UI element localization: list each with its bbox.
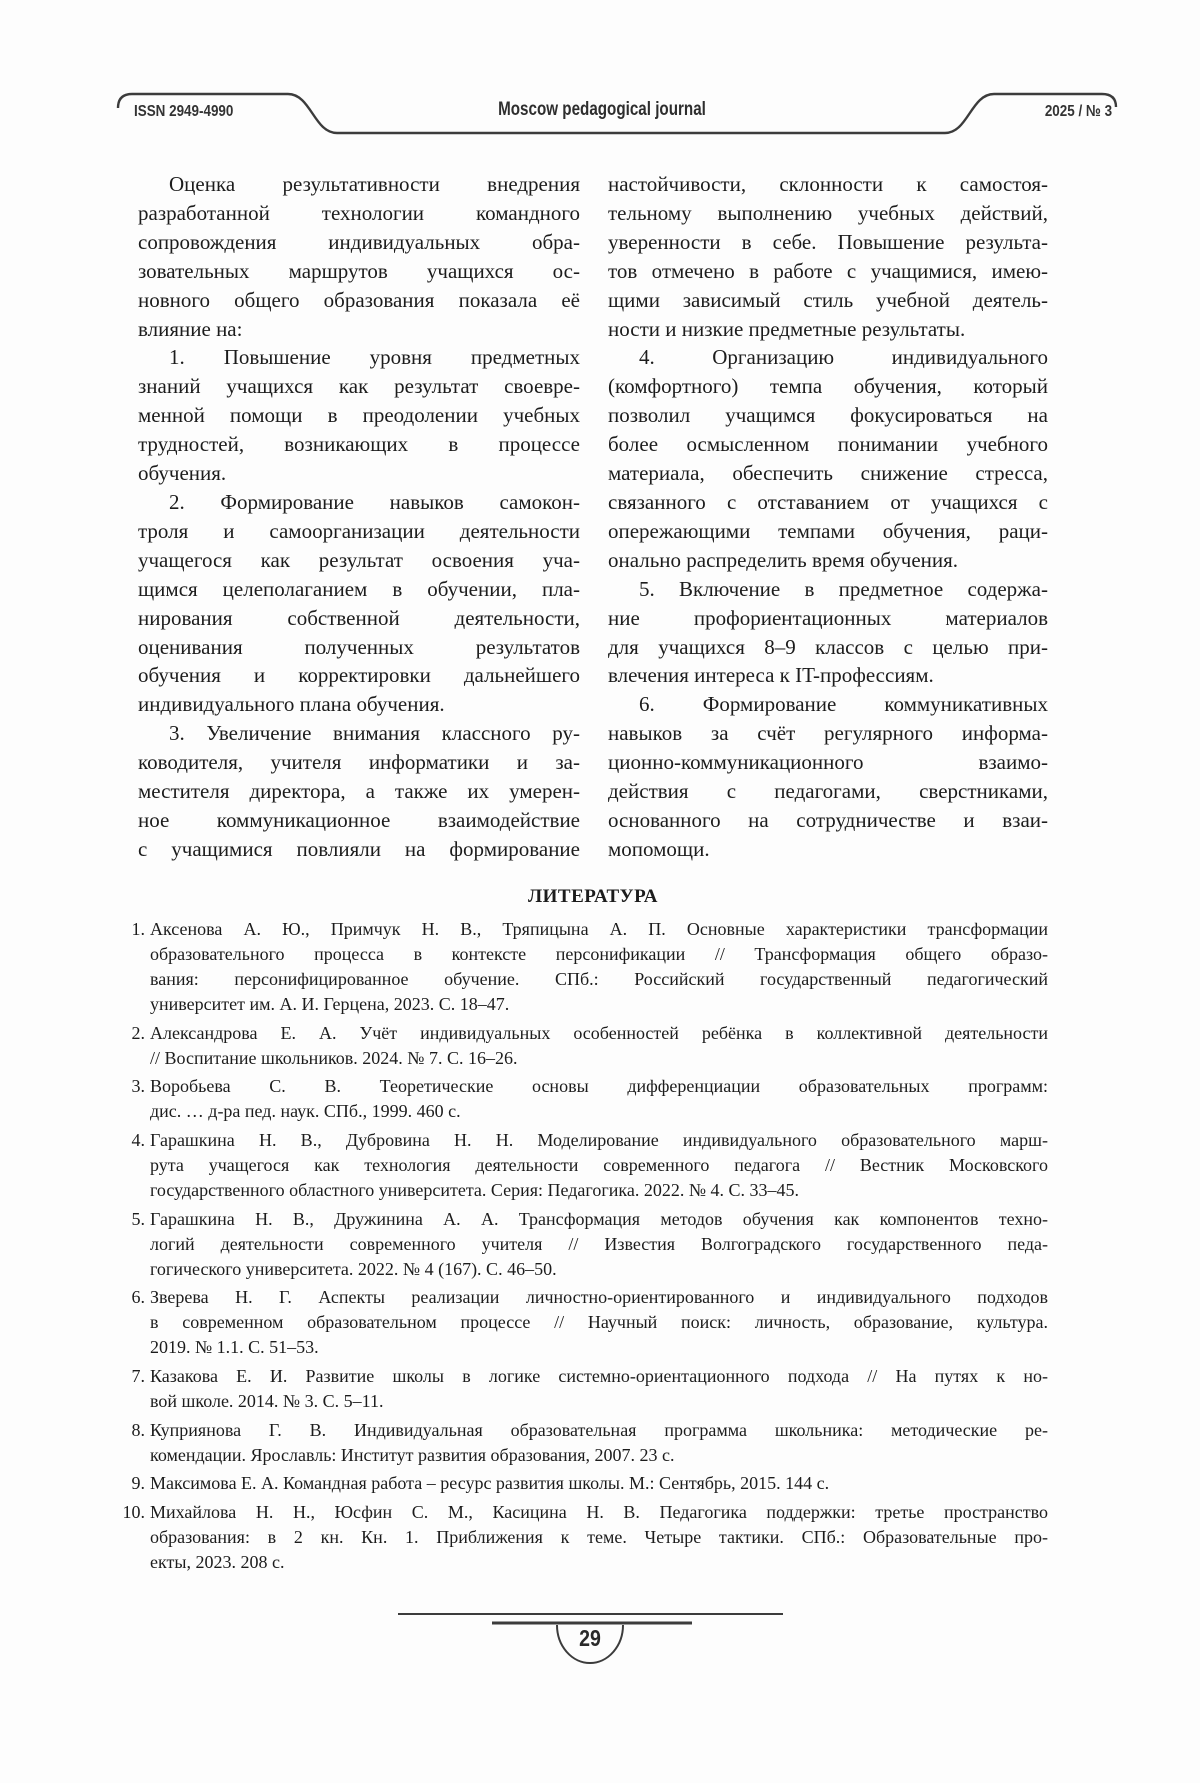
reference-item	[118, 1021, 1048, 1071]
text-line: троля и самоорганизации деятельности	[138, 518, 580, 543]
text-line: с учащимися повлияли на формирование	[138, 836, 580, 861]
text-line: знаний учащихся как результат своевре-	[138, 374, 580, 399]
reference-line: вой школе. 2014. № 3. С. 5–11.	[150, 1391, 384, 1412]
reference-list	[118, 917, 1048, 1578]
reference-number: 3.	[131, 1076, 145, 1097]
reference-line: Аксенова А. Ю., Примчук Н. В., Тряпицына А. П. Основные характеристики трансформации	[150, 919, 1048, 939]
journal-title: Moscow pedagogical journal	[498, 99, 706, 120]
reference-line: Воробьева С. В. Теоретические основы дифференциации образовательных программ:	[150, 1076, 1048, 1097]
text-line: обучения и корректировки дальнейшего	[138, 663, 580, 688]
issue-label: 2025 / № 3	[1044, 103, 1112, 120]
text-line: 3. Увеличение внимания классного ру-	[169, 721, 580, 746]
text-line: влияние на:	[138, 316, 243, 341]
reference-line: 2019. № 1.1. С. 51–53.	[150, 1337, 319, 1358]
text-line: материала, обеспечить снижение стресса,	[608, 461, 1048, 486]
reference-line: вания: персонифицированное обучение. СПб.: Российский государственный педагогический	[150, 969, 1048, 990]
text-line: ное коммуникационное взаимодействие	[138, 807, 580, 832]
reference-line: Гарашкина Н. В., Дубровина Н. Н. Моделирование индивидуального образовательного марш-	[150, 1129, 1048, 1150]
reference-item	[118, 1207, 1048, 1282]
text-line: щими зависимый стиль учебной деятель-	[608, 287, 1048, 312]
text-line: учащегося как результат освоения уча-	[138, 547, 580, 572]
reference-line: Казакова Е. И. Развитие школы в логике системно-ориентационного подхода // На путях к но-	[150, 1365, 1048, 1386]
text-line: менной помощи в преодолении учебных	[138, 403, 580, 428]
text-line: основанного на сотрудничестве и взаи-	[608, 807, 1048, 832]
text-line: онально распределить время обучения.	[608, 547, 959, 572]
reference-line: Зверева Н. Г. Аспекты реализации личностно-ориентированного и индивидуального подходов	[150, 1287, 1048, 1308]
text-line: для учащихся 8–9 классов с целью при-	[608, 634, 1048, 659]
reference-number: 9.	[131, 1473, 145, 1494]
reference-number: 8.	[131, 1419, 145, 1440]
paragraph	[608, 690, 1048, 863]
reference-item	[118, 1364, 1048, 1414]
paragraph	[138, 170, 580, 343]
reference-line: гогического университета. 2022. № 4 (167). С. 46–50.	[150, 1258, 557, 1279]
text-column-right	[608, 170, 1048, 864]
paragraph	[608, 575, 1048, 691]
text-line: уверенности в себе. Повышение результа-	[608, 229, 1048, 254]
text-line: 6. Формирование коммуникативных	[639, 692, 1048, 717]
reference-line: екты, 2023. 208 с.	[150, 1551, 285, 1572]
text-line: щимся целеполаганием в обучении, пла-	[138, 576, 580, 601]
reference-line: государственного областного университета. Серия: Педагогика. 2022. № 4. С. 33–45.	[150, 1180, 800, 1201]
paragraph	[608, 343, 1048, 574]
reference-line: Александрова Е. А. Учёт индивидуальных особенностей ребёнка в коллективной деятельности	[150, 1022, 1048, 1043]
text-line: ние профориентационных материалов	[608, 605, 1048, 630]
text-column-left	[138, 170, 580, 864]
text-line: ководителя, учителя информатики и за-	[138, 750, 580, 775]
reference-number: 2.	[131, 1022, 145, 1043]
text-line: мопомощи.	[608, 836, 710, 861]
text-line: ционно-коммуникационного взаимо-	[608, 750, 1048, 775]
paragraph	[138, 719, 580, 864]
reference-line: образовательного процесса в контексте персонификации // Трансформация общего образо-	[150, 944, 1048, 965]
text-line: разработанной технологии командного	[138, 200, 580, 225]
reference-line: логий деятельности современного учителя // Известия Волгоградского государственного педа-	[150, 1233, 1048, 1254]
reference-item	[118, 1285, 1048, 1360]
text-line: тельному выполнению учебных действий,	[608, 200, 1048, 225]
text-line: индивидуального плана обучения.	[138, 692, 445, 717]
text-line: опережающими темпами обучения, раци-	[608, 518, 1048, 543]
reference-line: Максимова Е. А. Командная работа – ресурс развития школы. М.: Сентябрь, 2015. 144 с.	[150, 1473, 830, 1494]
reference-item	[118, 1074, 1048, 1124]
text-line: связанного с отставанием от учащихся с	[608, 489, 1048, 514]
text-line: действия с педагогами, сверстниками,	[608, 779, 1048, 804]
reference-item	[118, 1471, 1048, 1496]
reference-line: образования: в 2 кн. Кн. 1. Приближения к теме. Четыре тактики. СПб.: Образовательные про-	[150, 1526, 1048, 1547]
text-line: более осмысленном понимании учебного	[608, 432, 1048, 457]
reference-line: Михайлова Н. Н., Юсфин С. М., Касицина Н. В. Педагогика поддержки: третье пространство	[150, 1501, 1048, 1522]
reference-line: // Воспитание школьников. 2024. № 7. С. 16–26.	[150, 1047, 518, 1068]
text-line: 2. Формирование навыков самокон-	[169, 489, 580, 514]
reference-line: университет им. А. И. Герцена, 2023. С. 18–47.	[150, 994, 510, 1015]
text-line: (комфортного) темпа обучения, который	[608, 374, 1048, 399]
reference-number: 6.	[131, 1287, 145, 1308]
text-line: нирования собственной деятельности,	[138, 605, 580, 630]
reference-number: 4.	[131, 1129, 145, 1150]
issn-label: ISSN 2949-4990	[134, 103, 234, 120]
text-line: обучения.	[138, 461, 227, 486]
reference-number: 10.	[122, 1501, 145, 1522]
reference-line: комендации. Ярославль: Институт развития образования, 2007. 23 с.	[150, 1444, 675, 1465]
reference-item	[118, 1500, 1048, 1575]
paragraph	[138, 343, 580, 488]
text-line: сопровождения индивидуальных обра-	[138, 229, 580, 254]
reference-item	[118, 1128, 1048, 1203]
reference-item	[118, 1418, 1048, 1468]
reference-line: в современном образовательном процессе // Научный поиск: личность, образование, культура.	[150, 1312, 1048, 1333]
paragraph	[138, 488, 580, 719]
paragraph	[608, 170, 1048, 343]
reference-line: рута учащегося как технология деятельности современного педагога // Вестник Московского	[150, 1155, 1048, 1176]
reference-line: дис. … д-ра пед. наук. СПб., 1999. 460 с.	[150, 1101, 461, 1122]
reference-number: 5.	[131, 1208, 145, 1229]
text-line: трудностей, возникающих в процессе	[138, 432, 580, 457]
text-line: 1. Повышение уровня предметных	[169, 345, 580, 370]
text-line: Оценка результативности внедрения	[169, 172, 580, 196]
text-line: влечения интереса к IT-профессиям.	[608, 663, 934, 688]
reference-line: Куприянова Г. В. Индивидуальная образовательная программа школьника: методические ре-	[150, 1419, 1048, 1440]
reference-item	[118, 917, 1048, 1017]
text-line: навыков за счёт регулярного информа-	[608, 721, 1048, 746]
text-line: ности и низкие предметные результаты.	[608, 316, 966, 341]
page-number: 29	[579, 1625, 601, 1651]
reference-line: Гарашкина Н. В., Дружинина А. А. Трансформация методов обучения как компонентов техно-	[150, 1208, 1048, 1229]
header-border-rule	[0, 0, 1200, 150]
text-line: 4. Организацию индивидуального	[639, 345, 1048, 370]
reference-number: 7.	[131, 1365, 145, 1386]
literature-heading: ЛИТЕРАТУРА	[527, 886, 659, 907]
text-line: 5. Включение в предметное содержа-	[639, 576, 1048, 601]
reference-number: 1.	[131, 919, 145, 939]
text-line: тов отмечено в работе с учащимися, имею-	[608, 258, 1048, 283]
text-line: оценивания полученных результатов	[138, 634, 580, 659]
text-line: новного общего образования показала её	[138, 287, 580, 312]
text-line: позволил учащимся фокусироваться на	[608, 403, 1048, 428]
text-line: местителя директора, а также их умерен-	[138, 779, 580, 804]
text-line: настойчивости, склонности к самостоя-	[608, 172, 1048, 196]
text-line: зовательных маршрутов учащихся ос-	[138, 258, 580, 283]
